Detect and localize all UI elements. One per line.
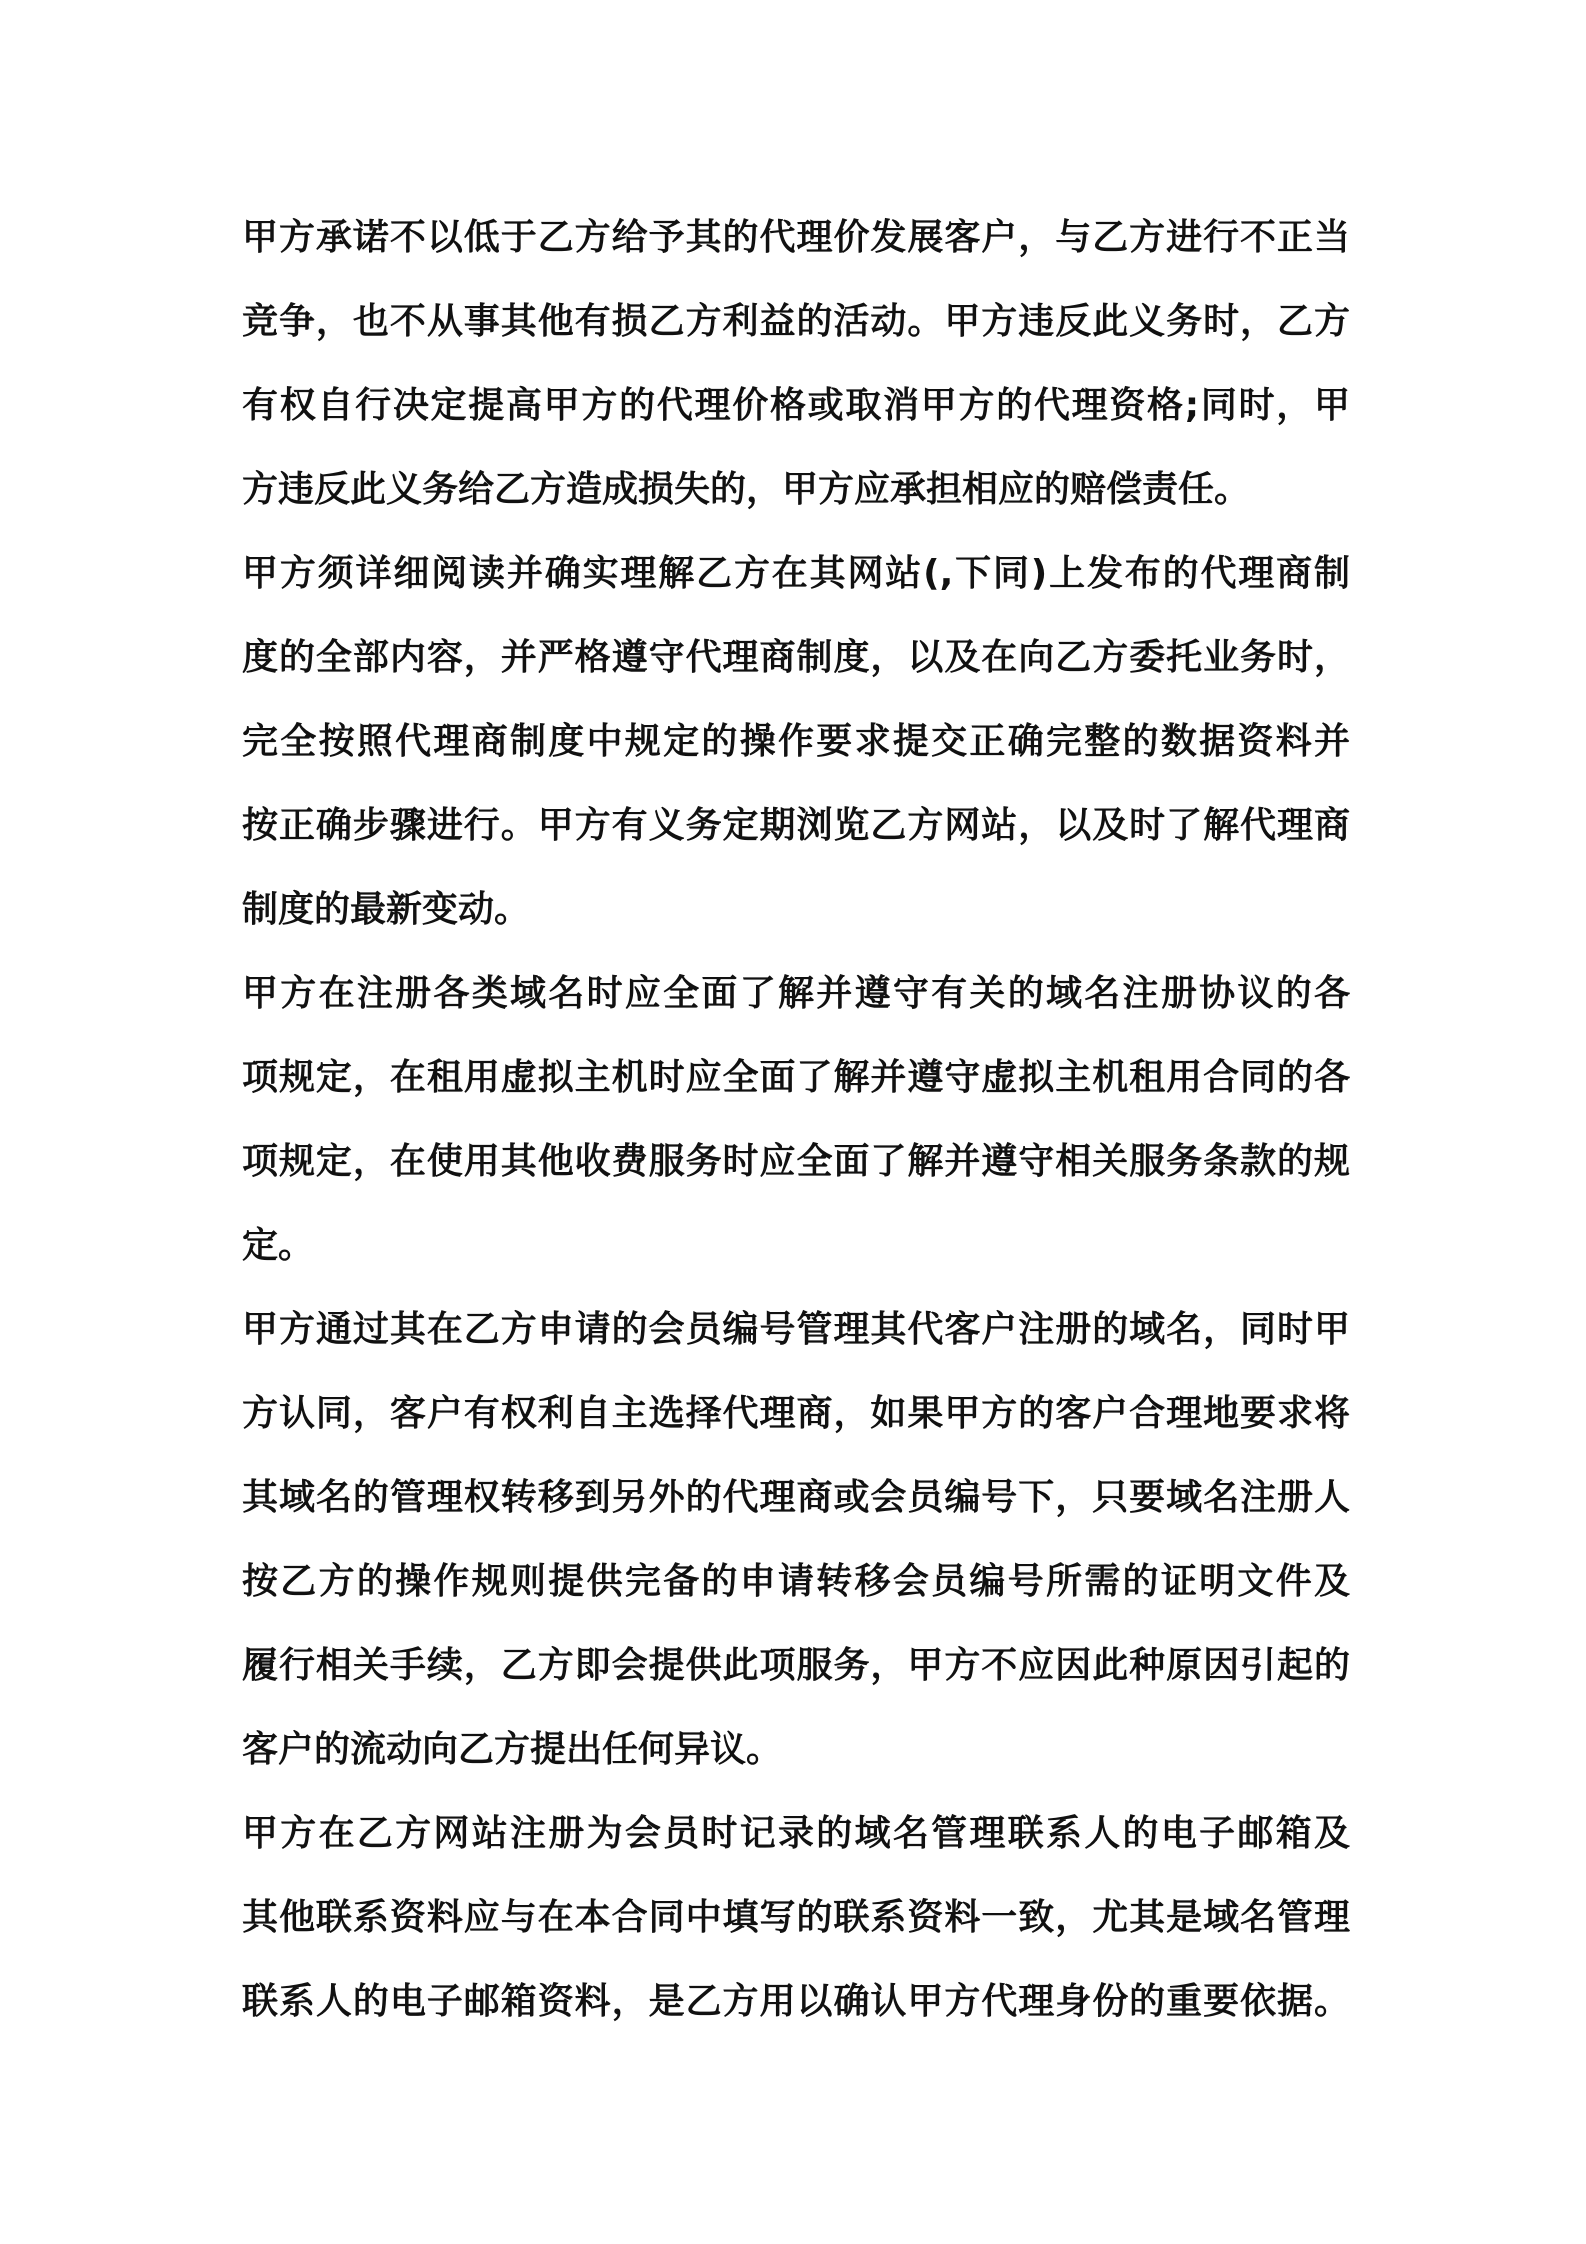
- paragraph-domain-transfer: [242, 1288, 1350, 1792]
- text-line: 项规定，在使用其他收费服务时应全面了解并遵守相关服务条款的规: [242, 1141, 1350, 1182]
- paragraph-agent-system: [242, 532, 1350, 952]
- paragraph-contact-info: [242, 1792, 1350, 2044]
- text-line: 其域名的管理权转移到另外的代理商或会员编号下，只要域名注册人: [242, 1477, 1350, 1518]
- text-line: 制度的最新变动。: [242, 889, 531, 930]
- text-line: 项规定，在租用虚拟主机时应全面了解并遵守虚拟主机租用合同的各: [242, 1057, 1350, 1098]
- text-line: 定。: [242, 1225, 315, 1266]
- text-line: 甲方在乙方网站注册为会员时记录的域名管理联系人的电子邮箱及: [242, 1813, 1350, 1854]
- paragraph-service-rules: [242, 952, 1350, 1288]
- text-line: 方认同，客户有权利自主选择代理商，如果甲方的客户合理地要求将: [242, 1393, 1350, 1434]
- text-line: 竞争，也不从事其他有损乙方利益的活动。甲方违反此义务时，乙方: [242, 301, 1350, 342]
- text-line: 甲方须详细阅读并确实理解乙方在其网站(,下同)上发布的代理商制: [242, 553, 1350, 594]
- text-line: 方违反此义务给乙方造成损失的，甲方应承担相应的赔偿责任。: [242, 469, 1251, 510]
- text-line: 有权自行决定提高甲方的代理价格或取消甲方的代理资格;同时，甲: [242, 385, 1350, 426]
- paragraph-agency-price: [242, 196, 1350, 532]
- text-line: 甲方通过其在乙方申请的会员编号管理其代客户注册的域名，同时甲: [242, 1309, 1350, 1350]
- text-line: 按乙方的操作规则提供完备的申请转移会员编号所需的证明文件及: [242, 1561, 1350, 1602]
- text-line: 其他联系资料应与在本合同中填写的联系资料一致，尤其是域名管理: [242, 1897, 1350, 1938]
- text-line: 客户的流动向乙方提出任何异议。: [242, 1729, 783, 1770]
- text-line: 度的全部内容，并严格遵守代理商制度，以及在向乙方委托业务时，: [242, 637, 1350, 678]
- text-line: 按正确步骤进行。甲方有义务定期浏览乙方网站，以及时了解代理商: [242, 805, 1350, 846]
- text-line: 甲方承诺不以低于乙方给予其的代理价发展客户，与乙方进行不正当: [242, 217, 1350, 258]
- text-line: 履行相关手续，乙方即会提供此项服务，甲方不应因此种原因引起的: [242, 1645, 1350, 1686]
- document-body: [242, 196, 1350, 2044]
- text-line: 甲方在注册各类域名时应全面了解并遵守有关的域名注册协议的各: [242, 973, 1350, 1014]
- text-line: 联系人的电子邮箱资料，是乙方用以确认甲方代理身份的重要依据。: [242, 1981, 1350, 2022]
- text-line: 完全按照代理商制度中规定的操作要求提交正确完整的数据资料并: [242, 721, 1350, 762]
